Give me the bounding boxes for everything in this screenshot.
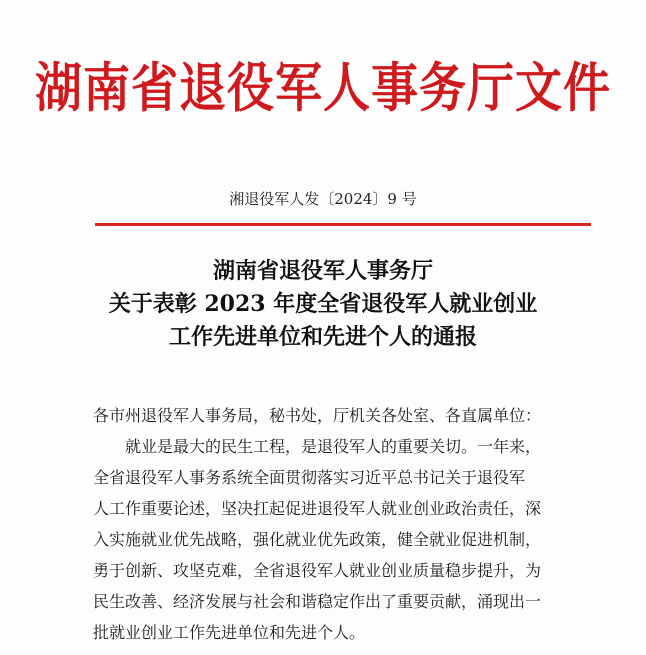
body-line: 就业是最大的民生工程，是退役军人的重要关切。一年来， xyxy=(125,437,542,456)
notice-title-line-3: 工作先进单位和先进个人的通报 xyxy=(168,324,477,350)
notice-title-line-2: 关于表彰 2023 年度全省退役军人就业创业 xyxy=(108,291,538,317)
body-line: 勇于创新、攻坚克难，全省退役军人就业创业质量稳步提升，为 xyxy=(93,561,542,580)
document-header-title: 湖南省退役军人事务厅文件 xyxy=(35,57,611,120)
body-line: 全省退役军人事务系统全面贯彻落实习近平总书记关于退役军 xyxy=(93,468,526,487)
body-line: 民生改善、经济发展与社会和谐稳定作出了重要贡献，涌现出一 xyxy=(93,592,542,611)
notice-title xyxy=(0,255,646,354)
notice-title-line-1: 湖南省退役军人事务厅 xyxy=(212,258,433,284)
body-line: 批就业创业工作先进单位和先进个人。 xyxy=(93,623,366,642)
document-body xyxy=(93,400,593,648)
body-line: 入实施就业优先战略，强化就业优先政策，健全就业促进机制， xyxy=(93,530,542,549)
red-divider-line xyxy=(95,223,591,226)
document-number: 湘退役军人发〔2024〕9 号 xyxy=(229,190,417,208)
body-line: 人工作重要论述，坚决扛起促进退役军人就业创业政治责任，深 xyxy=(93,499,542,518)
salutation: 各市州退役军人事务局，秘书处，厅机关各处室、各直属单位： xyxy=(93,406,542,425)
